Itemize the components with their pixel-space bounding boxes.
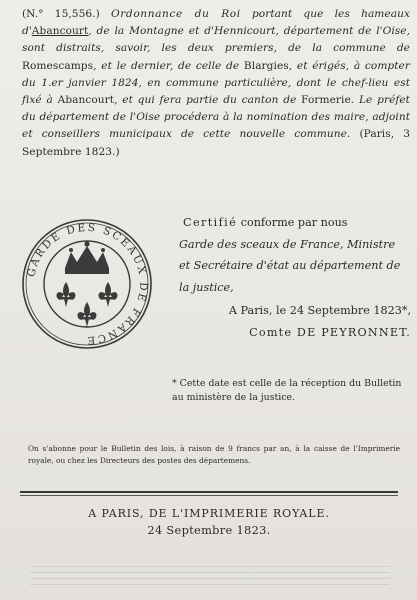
garde-des-sceaux-seal	[21, 218, 153, 350]
place-blargies: Blargies	[243, 59, 289, 72]
ordinance-title: Ordonnance du Roi	[110, 8, 241, 20]
seal-legend: GARDE DES SCEAUX DE FRANCE	[25, 221, 150, 347]
ordinance-seg3: , et le dernier, de celle de	[93, 59, 244, 72]
certif-title-3: la justice,	[179, 280, 234, 294]
imprint-date: 24 Septembre 1823.	[147, 523, 271, 537]
ordinance-seg4: , et érigés, à compter du 1.er janvier 1824, en commune particulière, dont le chef-lieu est fixé à	[22, 59, 410, 107]
certified-rest: conforme par nous	[237, 216, 348, 229]
fleur-de-lis-icon	[57, 282, 118, 327]
divider-rule-thick	[20, 491, 398, 493]
certif-line-2	[179, 234, 411, 256]
place-romescamps: Romescamps	[22, 59, 94, 72]
ordinance-seg5: , et qui fera partie du canton de	[114, 94, 302, 107]
certif-line-4	[179, 277, 411, 299]
footnote: * Cette date est celle de la réception du Bulletin au ministère de la justice.	[172, 378, 402, 403]
divider-rule-thin	[20, 495, 398, 496]
subscription-notice: On s'abonne pour le Bulletin des lois, à raison de 9 francs par an, à la caisse de l'Imprimerie royale, ou chez les Directeurs des postes des départemens.	[28, 444, 400, 465]
ordinance-seg6: . Le préfet du département de l'Oise procédera à la nomination des maire, adjoint et conseillers municipaux de cette nouvelle commune.	[22, 94, 410, 141]
imprint-line-1: A PARIS, DE L'IMPRIMERIE ROYALE.	[88, 507, 330, 520]
certification-block	[179, 212, 411, 343]
ordinance-seg2: , de la Montagne et d'Hennicourt, département de l'Oise, sont distraits, savoir, les deux premiers, de la commune de	[22, 25, 410, 55]
imprint	[20, 505, 398, 539]
certif-line-1	[179, 212, 411, 234]
place-abancourt-2: Abancourt	[57, 94, 115, 107]
certif-title-1: Garde des sceaux de France, Ministre	[179, 237, 396, 251]
ordinance-number: (N.° 15,556.)	[22, 8, 100, 20]
certified-word: Certifié	[183, 216, 238, 229]
ordinance-date: (Paris, 3 Septembre 1823.)	[22, 128, 411, 158]
ordinance-text	[22, 6, 410, 161]
certif-line-3	[179, 255, 411, 277]
certif-place-date: A Paris, le 24 Septembre 1823*,	[228, 304, 411, 317]
place-abancourt: Abancourt	[31, 25, 89, 38]
signature: Comte DE PEYRONNET.	[249, 325, 411, 339]
ordinance-seg1: portant que les hameaux d'	[22, 8, 410, 38]
show-through-texture	[30, 566, 390, 590]
crown-icon	[65, 241, 109, 274]
certif-title-2: et Secrétaire d'état au département de	[179, 259, 401, 272]
place-formerie: Formerie	[301, 94, 351, 107]
